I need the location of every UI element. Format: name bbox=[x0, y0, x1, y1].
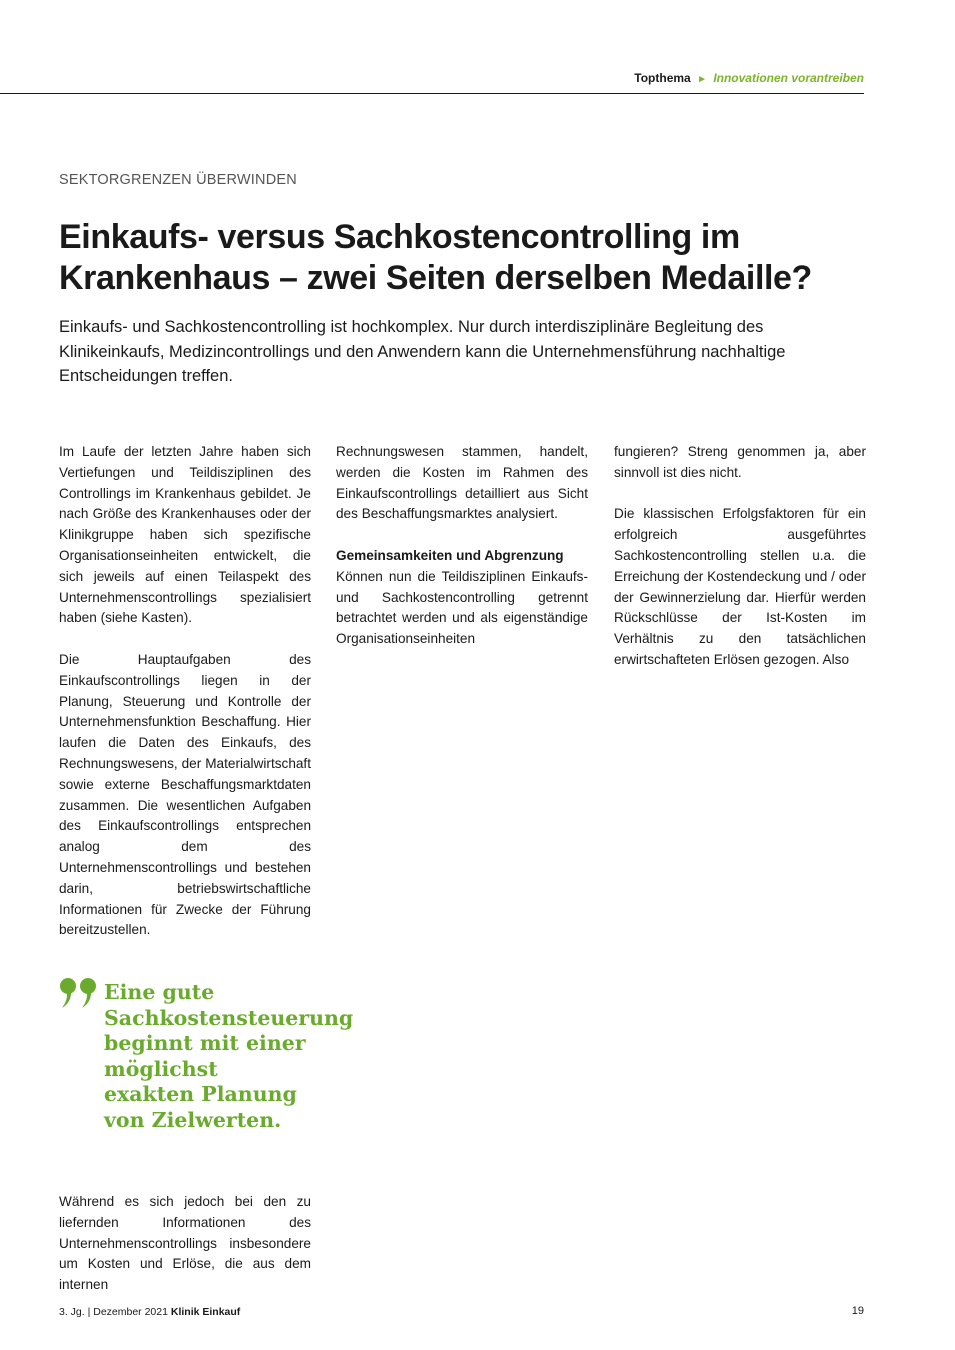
article-headline bbox=[59, 217, 879, 299]
body-paragraph: fungieren? Streng genommen ja, aber sinnvoll ist dies nicht. bbox=[614, 444, 866, 480]
body-paragraph: Im Laufe der letzten Jahre haben sich Vertiefungen und Teildisziplinen des Controllings im Krankenhaus gebildet. Je nach Größe des Krankenhauses oder der Klinikgruppe haben sich spezifische Organisationseinheiten entwickelt, die sich jeweils auf einen Teilaspekt des Unternehmenscontrollings spezialisiert haben (siehe Kasten). bbox=[59, 444, 311, 626]
quote-mark-icon bbox=[59, 978, 99, 1008]
body-paragraph: Können nun die Teildisziplinen Einkaufs- und Sachkostencontrolling getrennt betrachtet werden und als eigenständige Organisationseinheiten bbox=[336, 568, 588, 647]
header-section: Topthema bbox=[634, 71, 691, 85]
body-column-1-continued bbox=[59, 1192, 311, 1296]
pull-quote-text: Eine gute Sachkostensteuerung beginnt mit einer möglichst exakten Planung von Zielwerten. bbox=[104, 980, 354, 1132]
section-subheading: Gemeinsamkeiten und Abgrenzung bbox=[336, 547, 564, 563]
body-column-1 bbox=[59, 442, 311, 941]
article-lead: Einkaufs- und Sachkostencontrolling ist hochkomplex. Nur durch interdisziplinäre Begleitung des Klinikeinkaufs, Medizincontrollings und den Anwendern kann die Unternehmensführung nachhaltige Entscheidungen treffen. bbox=[59, 318, 786, 385]
header-topic: Innovationen vorantreiben bbox=[713, 71, 864, 85]
body-paragraph: Rechnungswesen stammen, handelt, werden die Kosten im Rahmen des Einkaufscontrollings detailliert aus Sicht des Beschaffungsmarktes analysiert. bbox=[336, 444, 588, 522]
footer-issue: 3. Jg. | Dezember 2021 bbox=[59, 1306, 168, 1318]
headline-line-1: Einkaufs- versus Sachkostencontrolling im bbox=[59, 218, 740, 256]
footer-publication: Klinik Einkauf bbox=[170, 1306, 241, 1318]
headline-line-2: Krankenhaus – zwei Seiten derselben Medaille? bbox=[59, 259, 812, 297]
body-column-3 bbox=[614, 442, 866, 671]
body-paragraph: Während es sich jedoch bei den zu liefernden Informationen des Unternehmenscontrollings insbesondere um Kosten und Erlöse, die aus dem internen bbox=[59, 1194, 311, 1293]
page-footer bbox=[59, 1306, 240, 1318]
header-arrow-icon: ► bbox=[697, 74, 707, 85]
body-paragraph: Die klassischen Erfolgsfaktoren für ein erfolgreich ausgeführtes Sachkostencontrolling stellen u.a. die Erreichung der Kostendeckung und / oder der Gewinnerzielung dar. Hierfür werden Rückschlüsse der Ist-Kosten im Verhältnis zu den tatsächlichen erwirtschafteten Erlösen gezogen. Also bbox=[614, 506, 866, 667]
article-kicker: SEKTORGRENZEN ÜBERWINDEN bbox=[59, 172, 297, 188]
body-column-2 bbox=[336, 442, 588, 650]
header-rule bbox=[0, 93, 864, 94]
body-paragraph: Die Hauptaufgaben des Einkaufscontrollings liegen in der Planung, Steuerung und Kontrolle der Unternehmensfunktion Beschaffung. Hier laufen die Daten des Einkaufs, des Rechnungswesens, der Materialwirtschaft sowie externe Beschaffungsmarktdaten zusammen. Die wesentlichen Aufgaben des Einkaufscontrollings entsprechen analog dem des Unternehmenscontrollings und bestehen darin, betriebswirtschaftliche Informationen für Zwecke der Führung bereitzustellen. bbox=[59, 651, 311, 938]
page-number: 19 bbox=[851, 1305, 864, 1317]
running-header bbox=[634, 70, 864, 88]
